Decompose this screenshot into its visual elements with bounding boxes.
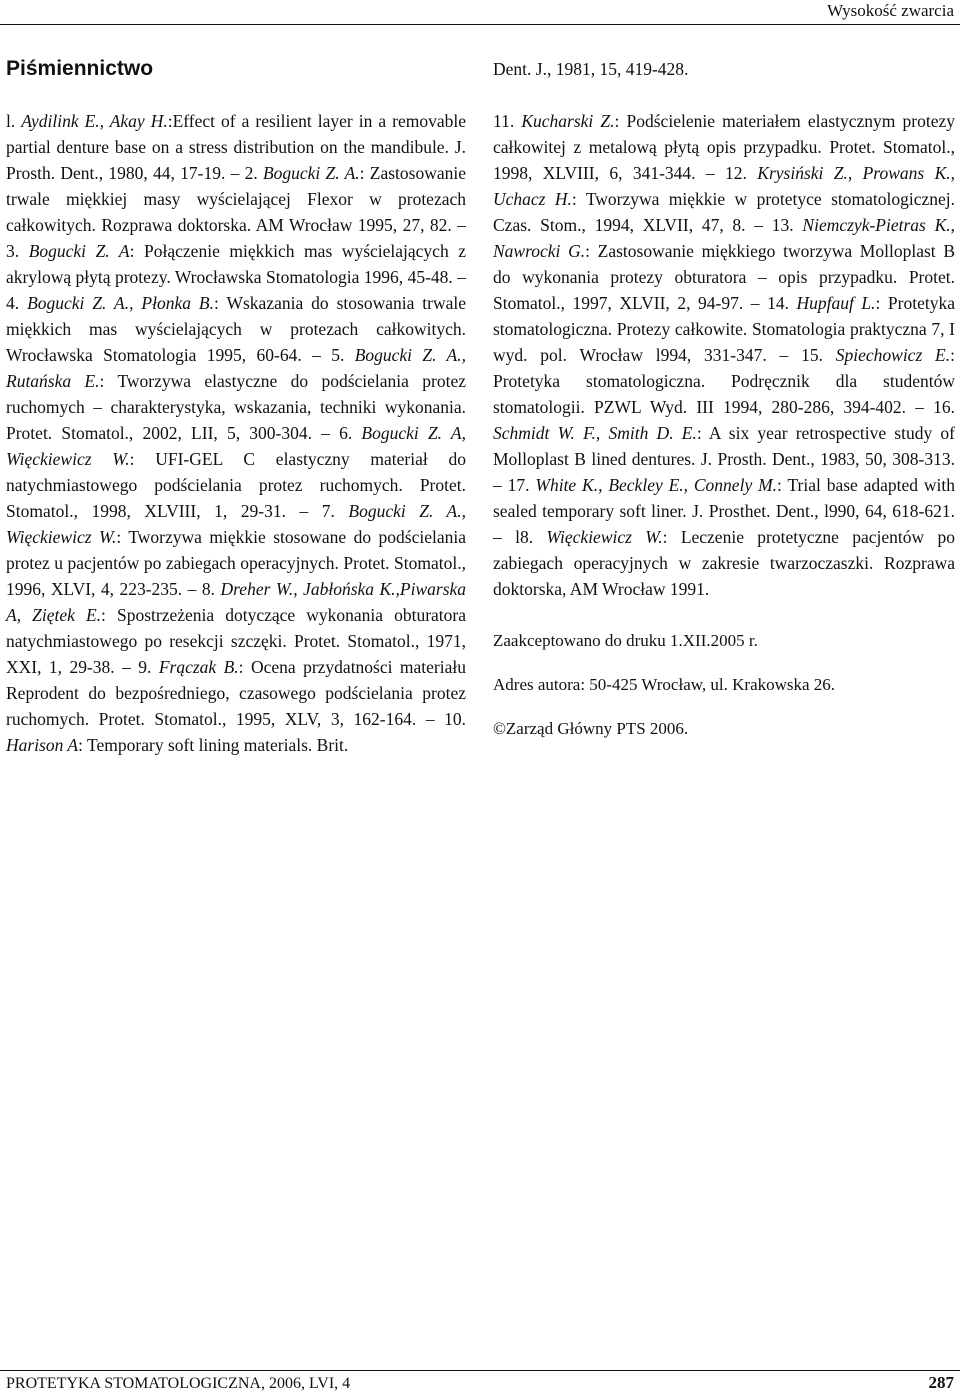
reference-3: 3. Bogucki Z. A: Połączenie miękkich mas wyścielających z akrylową płytą protezy. Wrocławska Stomatologia 1996, 45-48. – — [6, 241, 467, 287]
reference-10: 10. Harison A: Temporary soft lining materials. Brit. — [6, 709, 466, 755]
header-rule — [0, 24, 960, 25]
reference-5: 5. Bogucki Z. A., Rutańska E.: Tworzywa elastyczne do podścielania protez ruchomych – charakterystyka, wskazania, techniki wykonania. Protet. Stomatol., 2002, LII, 5, 300-304. – — [6, 345, 466, 443]
reference-1: l. Aydilink E., Akay H.:Effect of a resilient layer in a removable partial denture base on a stress distribution on the mandibule. J. Prosth. Dent., 1980, 44, 17-19. – — [6, 111, 466, 183]
footer-rule — [0, 1370, 960, 1371]
reference-11: 11. Kucharski Z.: Podścielenie materiałem elastycznym protezy całkowitej z metalową płytą opis przypadku. Protet. Stomatol., 1998, XLVIII, 6, 341-344. – — [493, 111, 955, 183]
left-column — [6, 56, 466, 776]
references-left — [6, 108, 466, 758]
reference-14: 14. Hupfauf L.: Protetyka stomatologiczna. Protezy całkowite. Stomatologia praktyczna 7, I wyd. pol. Wrocław l994, 331-347. – — [493, 293, 955, 365]
reference-2: 2. Bogucki Z. A.: Zastosowanie trwale miękkiej masy wyścielającej Flexor w protezach całkowitych. Rozprawa doktorska. AM Wrocław 1995, 27, 82. – — [6, 163, 466, 235]
author-address: Adres autora: 50-425 Wrocław, ul. Krakowska 26. — [493, 675, 836, 694]
footer-journal: PROTETYKA STOMATOLOGICZNA, 2006, LVI, 4 — [6, 1375, 351, 1392]
running-head: Wysokość zwarcia — [827, 1, 954, 20]
reference-6: 6. Bogucki Z. A, Więckiewicz W.: UFI-GEL C elastyczny materiał do natychmiastowego podścielania protez ruchomych. Protet. Stomatol., 1998, XLVIII, 1, 29-31. – — [6, 423, 466, 521]
references-right — [493, 108, 955, 602]
right-column — [493, 56, 955, 742]
reference-12: 12. Krysiński Z., Prowans K., Uchacz H.: Tworzywa miękkie w protetyce stomatologicznej. Czas. Stom., 1994, XLVII, 47, 8. – — [493, 163, 955, 235]
page-number: 287 — [928, 1373, 954, 1392]
reference-9: 9. Frączak B.: Ocena przydatności materiału Reprodent do bezpośredniego, czasowego podścielania protez ruchomych. Protet. Stomatol., 1995, XLV, 3, 162-164. – — [6, 657, 466, 729]
reference-15: 15. Spiechowicz E.: Protetyka stomatologiczna. Podręcznik dla studentów stomatologii. PZWL Wyd. III 1994, 280-286, 394-402. – — [493, 345, 955, 417]
reference-17: 17. White K., Beckley E., Connely M.: Trial base adapted with sealed temporary soft liner. J. Prosthet. Dent., l990, 64, 618-621. – — [493, 475, 956, 547]
reference-18: l8. Więckiewicz W.: Leczenie protetyczne pacjentów po zabiegach operacyjnych w zakresie twarzoczaszki. Rozprawa doktorska, AM Wrocław 1991. — [493, 527, 955, 599]
reference-4: 4. Bogucki Z. A., Płonka B.: Wskazania do stosowania trwale miękkich mas wyścielających w protezach całkowitych. Wrocławska Stomatologia 1995, 60-64. – — [6, 293, 467, 365]
reference-16: 16. Schmidt W. F., Smith D. E.: A six year retrospective study of Molloplast B lined dentures. J. Prosth. Dent., 1983, 50, 308-313. – — [493, 397, 955, 495]
accepted-note: Zaakceptowano do druku 1.XII.2005 r. — [493, 631, 758, 650]
copyright-note: ©Zarząd Główny PTS 2006. — [493, 719, 689, 738]
reference-7: 7. Bogucki Z. A., Więckiewicz W.: Tworzywa miękkie stosowane do podścielania protez u pacjentów po zabiegach operacyjnych. Protet. Stomatol., 1996, XLVI, 4, 223-235. – — [6, 501, 466, 599]
reference-10-continuation: Dent. J., 1981, 15, 419-428. — [493, 59, 689, 79]
section-title: Piśmiennictwo — [6, 57, 154, 80]
reference-8: 8. Dreher W., Jabłońska K.,Piwarska A, Ziętek E.: Spostrzeżenia dotyczące wykonania obturatora natychmiastowego po resekcji szczęki. Protet. Stomatol., 1971, XXI, 1, 29-38. – — [6, 579, 467, 677]
reference-13: 13. Niemczyk-Pietras K., Nawrocki G.: Zastosowanie miękkiego tworzywa Molloplast B do wykonania protezy obturatora – opis przypadku. Protet. Stomatol., 1997, XLVII, 2, 94-97. – — [493, 215, 955, 313]
